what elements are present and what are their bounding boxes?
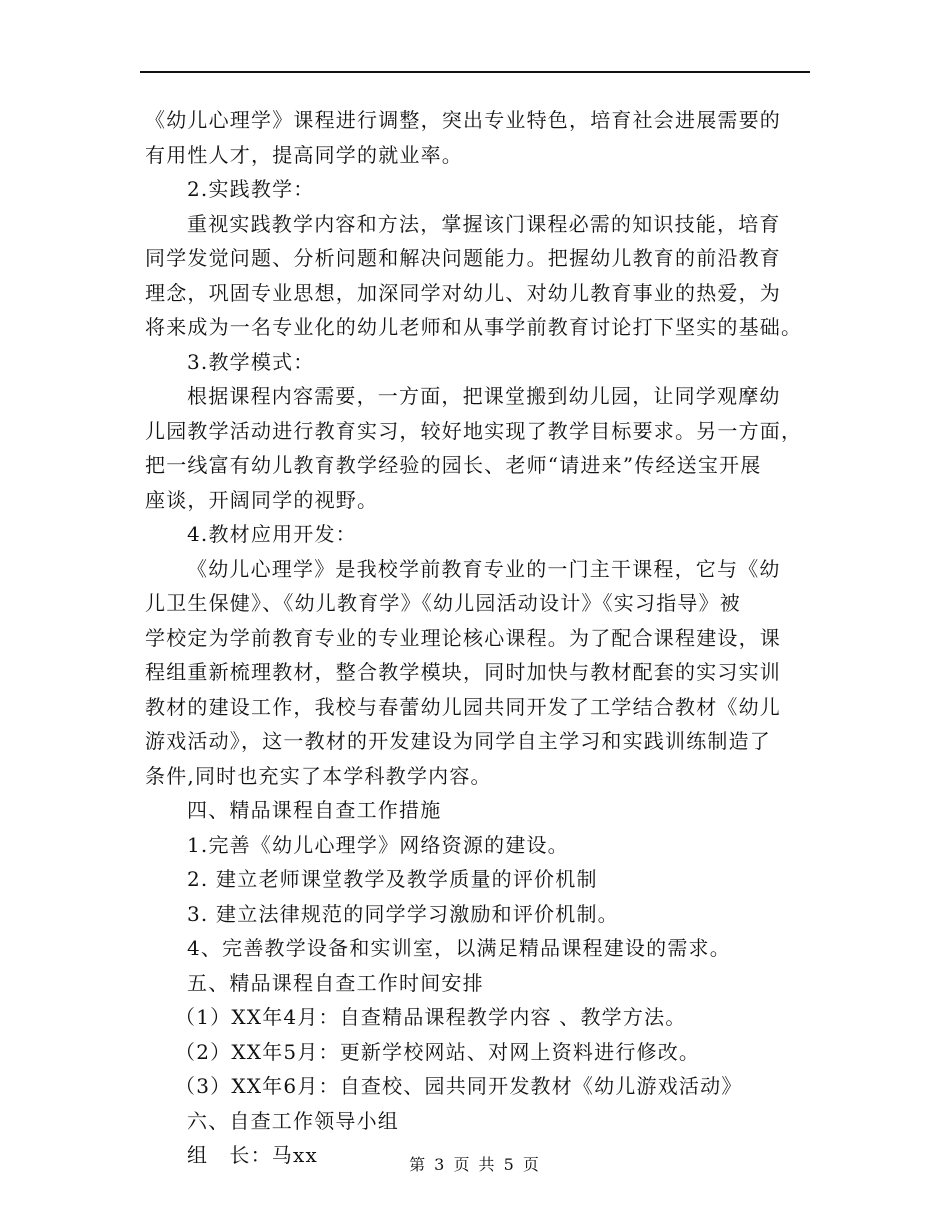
text-line: 理念，巩固专业思想，加深同学对幼儿、对幼儿教育事业的热爱，为: [145, 280, 781, 305]
text-line: 《幼儿心理学》是我校学前教育专业的一门主干课程，它与《幼: [187, 556, 781, 581]
section-heading: 四、精品课程自查工作措施: [187, 798, 442, 822]
list-item: 1.完善《幼儿心理学》网络资源的建设。: [187, 832, 569, 857]
text-line: 座谈，开阔同学的视野。: [145, 487, 379, 512]
section-heading: 2.实践教学：: [187, 177, 315, 201]
text-line: 组 长：马xx: [187, 1143, 318, 1167]
schedule-item: （3）XX年6月：自查校、园共同开发教材《幼儿游戏活动》: [175, 1074, 743, 1098]
list-item: 3. 建立法律规范的同学学习激励和评价机制。: [187, 901, 619, 926]
list-item: 2. 建立老师课堂教学及教学质量的评价机制: [187, 867, 598, 891]
list-item: 4、完善教学设备和实训室，以满足精品课程建设的需求。: [187, 936, 731, 960]
text-line: 根据课程内容需要，一方面，把课堂搬到幼儿园，让同学观摩幼: [187, 384, 781, 408]
page-number: 第 3 页 共 5 页: [409, 1155, 541, 1174]
text-line: 学校定为学前教育专业的专业理论核心课程。为了配合课程建设，课: [145, 625, 781, 650]
text-line: 把一线富有幼儿教育教学经验的园长、老师“请进来”传经送宝开展: [145, 453, 762, 477]
text-line: 有用性人才，提高同学的就业率。: [145, 142, 463, 167]
text-line: 程组重新梳理教材，整合教学模块，同时加快与教材配套的实习实训: [145, 660, 781, 684]
text-line: 儿卫生保健》、《幼儿教育学》《幼儿园活动设计》《实习指导》被: [145, 591, 741, 615]
text-line: 儿园教学活动进行教育实习，较好地实现了教学目标要求。另一方面，: [145, 418, 803, 443]
schedule-item: （1）XX年4月：自查精品课程教学内容 、教学方法。: [175, 1005, 687, 1029]
text-line: 游戏活动》，这一教材的开发建设为同学自主学习和实践训练制造了: [145, 729, 771, 753]
section-heading: 3.教学模式：: [187, 349, 315, 374]
text-line: 《幼儿心理学》课程进行调整，突出专业特色，培育社会进展需要的: [145, 108, 781, 132]
text-line: 条件,同时也充实了本学科教学内容。: [145, 763, 492, 788]
text-line: 重视实践教学内容和方法，掌握该门课程必需的知识技能，培育: [187, 211, 781, 236]
text-line: 将来成为一名专业化的幼儿老师和从事学前教育讨论打下坚实的基础。: [145, 315, 803, 339]
text-line: 教材的建设工作，我校与春蕾幼儿园共同开发了工学结合教材《幼儿: [145, 694, 781, 719]
schedule-item: （2）XX年5月：更新学校网站、对网上资料进行修改。: [175, 1039, 701, 1064]
section-heading: 4.教材应用开发：: [187, 522, 357, 546]
header-rule: [140, 71, 810, 73]
text-line: 同学发觉问题、分析问题和解决问题能力。把握幼儿教育的前沿教育: [145, 246, 781, 270]
section-heading: 五、精品课程自查工作时间安排: [187, 970, 484, 995]
document-body: [145, 103, 815, 1173]
section-heading: 六、自查工作领导小组: [187, 1108, 399, 1133]
